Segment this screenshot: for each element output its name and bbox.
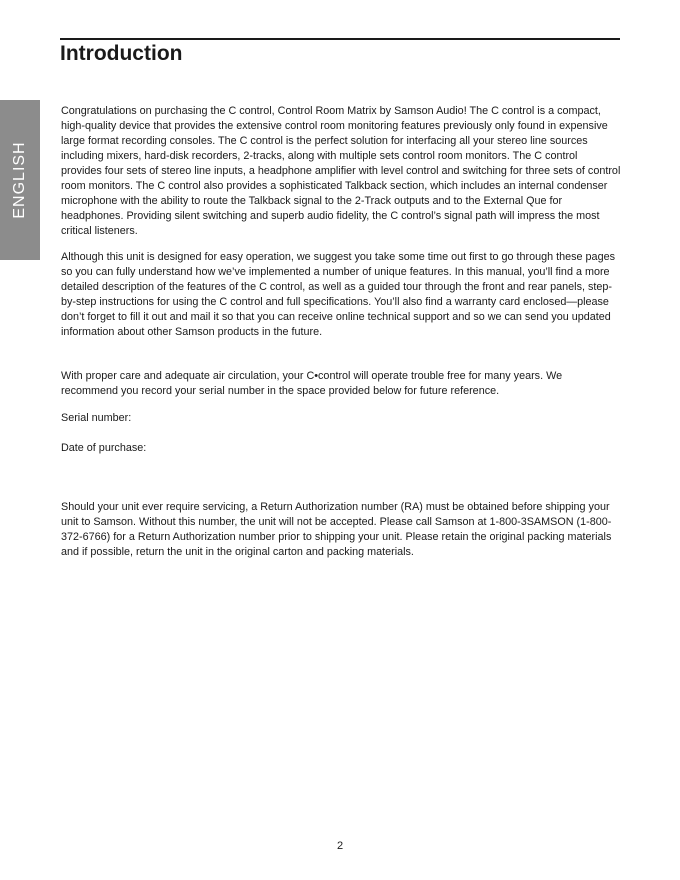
servicing-paragraph: Should your unit ever require servicing, a Return Authorization number (RA) must be obtained before shipping your unit to Samson. Without this number, the unit will not be accepted. Please call Samson at 1-800-3SAMSON (1-800-372-6766) for a Return Authorization number prior to shipping your unit. Please retain the original packing materials and if possible, return the unit in the original carton and packing materials.: [61, 501, 612, 558]
intro-paragraph-1: Congratulations on purchasing the C control, Control Room Matrix by Samson Audio! The C control is a compact, high-quality device that provides the extensive control room monitoring features previously only found in expensive large format recording consoles. The C control is the perfect solution for interfacing all your stereo line sources including mixers, hard-disk recorders, 2-tracks, along with multiple sets control room monitors. The C control provides four sets of stereo line inputs, a headphone amplifier with level control and switching for three sets of control room monitors. The C control also provides a sophisticated Talkback section, which includes an internal condenser microphone with the ability to route the Talkback signal to the 2-Track outputs and to the External Que for headphones. Providing silent switching and superb audio fidelity, the C control’s signal path will impress the most critical listeners.: [61, 105, 621, 237]
language-tab-label: ENGLISH: [11, 141, 28, 219]
page-title: Introduction: [60, 42, 183, 65]
page-number: 2: [336, 840, 344, 852]
intro-paragraph-2: Although this unit is designed for easy operation, we suggest you take some time out first to go through these pages so you can fully understand how we’ve implemented a number of unique features. In this manual, you’ll find a more detailed description of the features of the C control, as well as a guided tour through the front and rear panels, step-by-step instructions for using the C control and full specifications. You’ll also find a warranty card enclosed—please don’t forget to fill it out and mail it so that you can receive online technical support and so we can send you updated information about other Samson products in the future.: [61, 251, 615, 338]
purchase-date-label: Date of purchase:: [61, 442, 147, 454]
language-tab: [0, 100, 40, 260]
serial-number-label: Serial number:: [61, 412, 132, 424]
header-rule: [60, 38, 620, 40]
care-paragraph: With proper care and adequate air circulation, your C•control will operate trouble free for many years. We recommend you record your serial number in the space provided below for future reference.: [61, 370, 563, 397]
